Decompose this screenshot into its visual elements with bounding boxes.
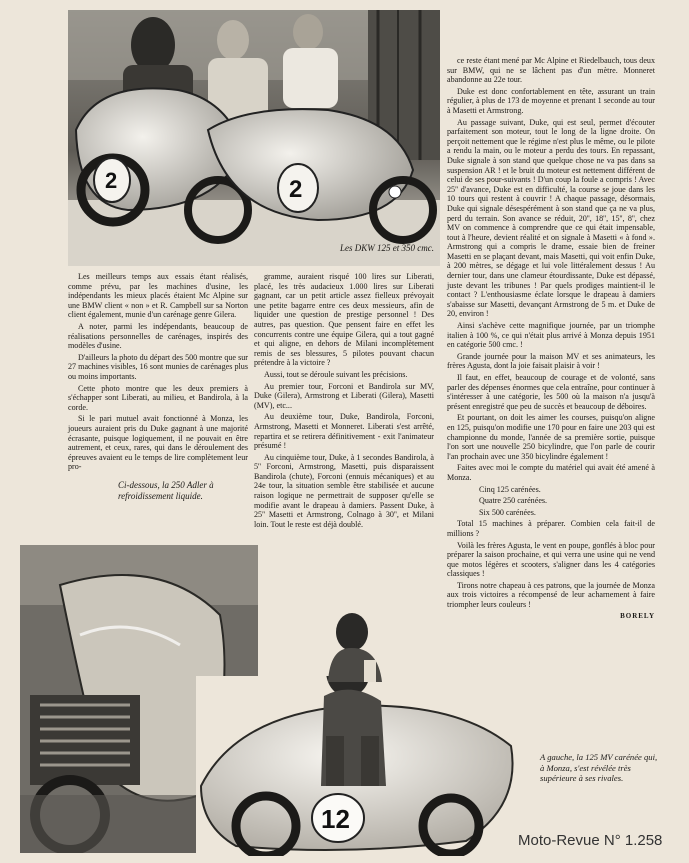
tally-line: Six 500 carénées. [479,507,536,517]
paragraph: Au cinquième tour, Duke, à 1 secondes Bandirola, à 5'' Forconi, Armstrong, Masetti, puis disparaissent Bandirola (chute), Forconi (ennuis mécaniques) et au 24e tour, la situation semble être stabilisée et aucune raison logique ne permettrait de supposer qu'elle se modifie avant le drapeau à damiers. Passent Duke, à 25'' Masetti et Armstrong, Colnago à 30'', et Milani loin. Tout le reste est déjà doublé. [254,452,434,529]
text-column-3 [447,56,655,621]
tally-line: Cinq 125 carénées. [479,484,541,494]
paragraph: Et pourtant, on doit les aimer les courses, puisqu'on aligne en 125, puisqu'on modifie une 170 pour en faire une 203 qui est championne du monde, l'année de sa première sortie, puisque l'on sort une nouvelle 250 bicylindre, que l'on parle de courir l'an prochain avec une 350 bicylindre également ! [447,413,655,461]
paragraph: A noter, parmi les indépendants, beaucoup de réalisations personnelles de carénages, inspirés des modèles d'usine. [68,321,248,351]
mv-rider-image [320,612,390,682]
paragraph: D'ailleurs la photo du départ des 500 montre que sur 27 machines visibles, 16 sont munies de carénages plus ou moins importants. [68,352,248,381]
paragraph: Les meilleurs temps aux essais étant réalisés, comme prévu, par les machines d'usine, les indépendants les mieux placés étaient Mc Alpine sur une BMW client « non » et R. Campbell sur sa Norton client également, munie d'un carénage genre Gilera. [68,272,248,320]
dkw-caption: Les DKW 125 et 350 cmc. [340,243,434,253]
dkw-number-right: 2 [289,176,303,203]
mv-rider-upper [320,612,390,682]
paragraph: gramme, auraient risqué 100 lires sur Liberati, placé, les très audacieux 1.000 lires sur Liberati gagnant, car un petit article assez fielleux prévoyait une petite bagarre entre ces deux messieurs, afin de liquider une question de prestige personnel ! Des autres, pas question. Que pensent faire en effet les concurrents contre une équipe Gilera, qui a tout gagné et qui aligne, en dehors de Milani incomplètement remis de ses blessures, 5 pilotes pouvant chacun prétendre à la victoire ? [254,272,434,368]
paragraph: Voilà les frères Agusta, le vent en poupe, gonflés à bloc pour préparer la saison prochaine, et qui verra une usine qui ne vend que motos légères et scooters, s'aligner dans les 4 catégories classiques ! [447,540,655,579]
paragraph: Aussi, tout se déroule suivant les précisions. [264,369,408,379]
dkw-number-left: 2 [105,168,118,193]
paragraph: Il faut, en effet, beaucoup de courage et de volonté, sans parler des dépenses énormes que cela entraîne, pour continuer à s'intéresser à une catégorie, les 500 où la maison n'a jusqu'à présent enregistré que peu de succès et beaucoup de déboires. [447,373,655,411]
dkw-photo [68,10,440,266]
paragraph: Ainsi s'achève cette magnifique journée, par un triomphe italien à 100 %, ce qui n'était plus arrivé à Monza depuis 1951 en catégorie 500 cmc. ! [447,321,655,350]
text-column-1 [68,272,248,474]
tally-line: Quatre 250 carénées. [479,496,548,506]
paragraph: Faites avec moi le compte du matériel qui avait été amené à Monza. [447,463,655,482]
page-footer: Moto-Revue N° 1.258 [518,832,663,849]
paragraph: Grande journée pour la maison MV et ses animateurs, les frères Agusta, dont la joie faisait plaisir à voir ! [447,351,655,371]
author-signature: BORELY [620,611,655,620]
mv-photo-image [196,676,526,856]
dkw-photo-image [68,10,440,266]
paragraph: Duke est donc confortablement en tête, assurant un train régulier, à plus de 173 de moyenne et prenant 1 seconde au tour à Masetti et Armstrong. [447,86,655,115]
paragraph: Au passage suivant, Duke, qui est seul, permet d'écouter parfaitement son moteur, tout le long de la ligne droite. On perçoit nettement que le régime n'est plus le même, ou le pilote a rendu la main, ou le moteur a perdu des tours. En repassant, Duke signale à son stand que quelque chose ne va pas dans sa suspension AR ! et le bruit du moteur est nettement différent de celui de ses pour-suivants ! D'un coup la foule a compris ! Avec 25'' d'avance, Duke est en difficulté, la course se joue dans les 10 tours qui restent à couvrir ! A chaque passage, désormais, Duke qui signale désespérément à son stand que ça ne va plus, perd du terrain. Son avance se réduit, 20'', 18'', 15'', 8'', chez MV on commence à comprendre que ce qui était impensable, tout à l'heure, devient réalité et on signale à Masetti « à fond ». Armstrong qui a compris le drame, essaie bien de freiner Masetti en se plaçant devant, mais Masetti, qui voit enfin Duke, à 200 mètres, se dégage et lui vole littéralement dessus ! Au dernier tour, dans une clameur étourdissante, Duke est dépassé, juste devant les tribunes ! Par quels prodiges maintient-il le contact ? L'enthousiasme éclate lorsque le drapeau à damiers s'abaisse sur Masetti, devançant Armstrong de 5 m. et Duke de 20, environ ! [447,117,655,319]
paragraph: Total 15 machines à préparer. Combien cela fait-il de millions ? [447,519,655,538]
mv-number: 12 [321,804,350,834]
paragraph: Au deuxième tour, Duke, Bandirola, Forconi, Armstrong, Masetti et Monneret. Liberati s'est arrêté, repartira et se retirera définitivement - exit l'animateur présumé ! [254,412,434,451]
text-column-2 [254,272,434,531]
paragraph: Cette photo montre que les deux premiers à s'échapper sont Liberati, au milieu, et Bandirola, à la corde. [68,383,248,412]
paragraph: Au premier tour, Forconi et Bandirola sur MV, Duke (Gilera), Armstrong et Liberati (Gilera), Masetti (MV), etc... [254,381,434,410]
paragraph: ce reste étant mené par Mc Alpine et Riedelbauch, tous deux sur BMW, qui ne se lâchent pas d'un mètre. Monneret abandonne au 22e tour. [447,56,655,85]
mv-photo [196,676,526,856]
adler-caption: Ci-dessous, la 250 Adler à refroidissement liquide. [118,480,214,501]
mv-caption: A gauche, la 125 MV carénée qui, à Monza, s'est révélée très supérieure à ses rivales. [540,752,658,783]
paragraph: Si le pari mutuel avait fonctionné à Monza, les joueurs auraient pris du Duke gagnant à une majorité écrasante, puisque logiquement, il ne pouvait en être autrement, et ceux, rares, qui dans le déroulement des épreuves avaient eu le temps de lire complètement leur pro- [68,414,248,472]
paragraph: Tirons notre chapeau à ces patrons, que la journée de Monza aux trois victoires a récompensé de leur acharnement à faire triompher leurs couleurs ! [447,580,655,610]
